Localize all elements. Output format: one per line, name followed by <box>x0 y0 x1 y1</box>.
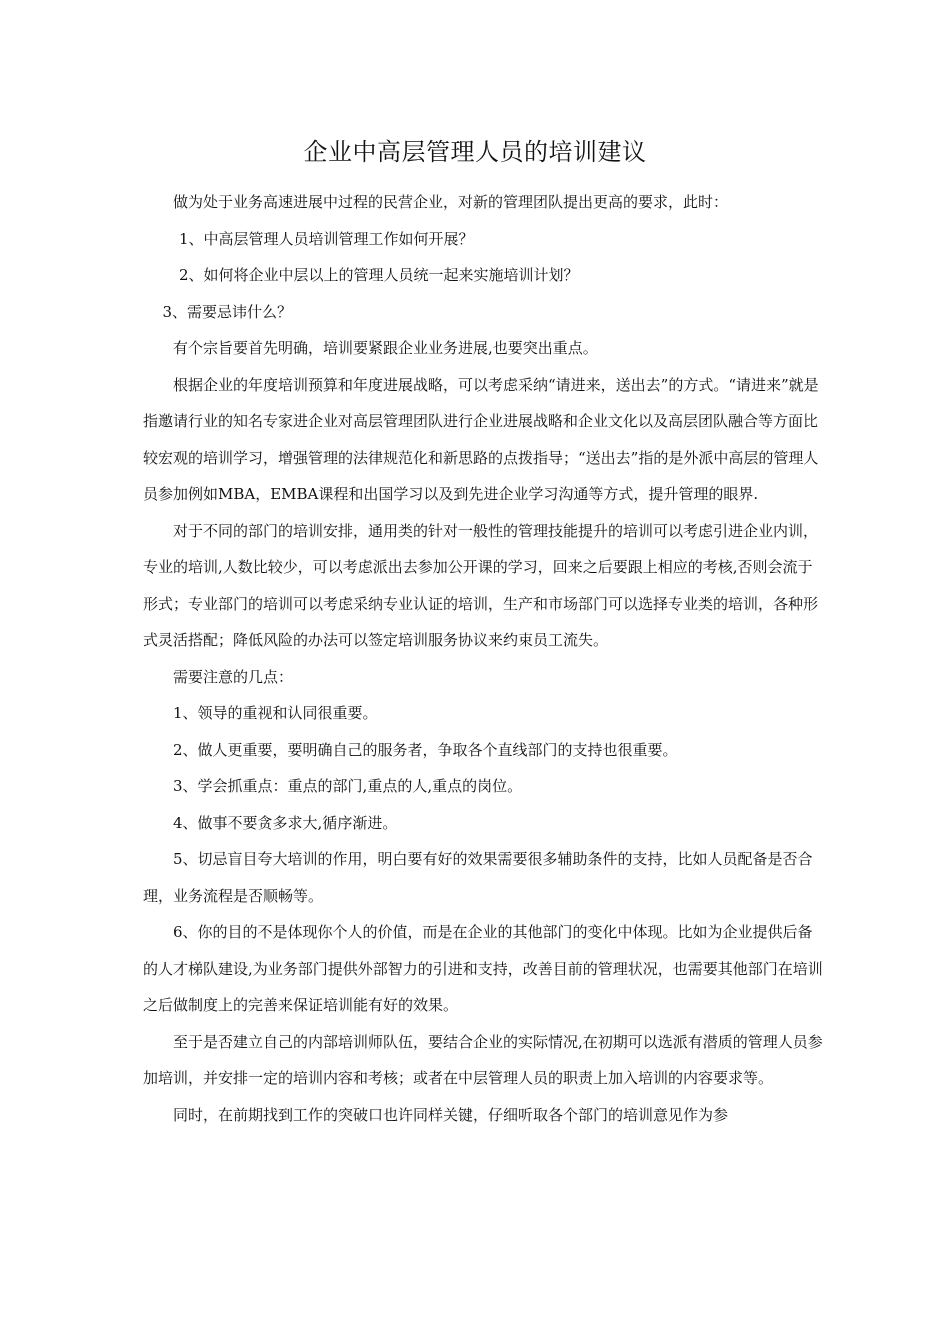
document-body <box>143 184 823 1133</box>
note-item-1: 1、领导的重视和认同很重要。 <box>173 704 378 722</box>
question-item-1: 1、中高层管理人员培训管理工作如何开展？ <box>179 229 474 248</box>
note-item-4: 4、做事不要贪多求大,循序渐进。 <box>173 813 398 832</box>
note-item-5: 5、切忌盲目夸大培训的作用，明白要有好的效果需要很多辅助条件的支持，比如人员配备是否合理，业务流程是否顺畅等。 <box>143 850 813 905</box>
question-item-2: 2、如何将企业中层以上的管理人员统一起来实施培训计划？ <box>179 266 579 284</box>
department-paragraph: 对于不同的部门的培训安排，通用类的针对一般性的管理技能提升的培训可以考虑引进企业内训，专业的培训,人数比较少，可以考虑派出去参加公开课的学习，回来之后要跟上相应的考核,否则会流于形式；专业部门的培训可以考虑采纳专业认证的培训，生产和市场部门可以选择专业类的培训，各种形式灵活搭配；降低风险的办法可以签定培训服务协议来约束员工流失。 <box>143 521 819 649</box>
strategy-paragraph: 根据企业的年度培训预算和年度进展战略，可以考虑采纳“请进来，送出去”的方式。“请进来”就是指邀请行业的知名专家进企业对高层管理团队进行企业进展战略和企业文化以及高层团队融合等方面比较宏观的培训学习，增强管理的法律规范化和新思路的点拨指导；“送出去”指的是外派中高层的管理人员参加例如MBA，EMBA课程和出国学习以及到先进企业学习沟通等方式，提升管理的眼界. <box>143 375 819 503</box>
note-item-2: 2、做人更重要，要明确自己的服务者，争取各个直线部门的支持也很重要。 <box>173 740 678 759</box>
intro-paragraph: 做为处于业务高速进展中过程的民营企业，对新的管理团队提出更高的要求，此时： <box>173 193 729 211</box>
note-item-3: 3、学会抓重点：重点的部门,重点的人,重点的岗位。 <box>173 777 523 795</box>
note-item-6: 6、你的目的不是体现你个人的价值，而是在企业的其他部门的变化中体现。比如为企业提供后备的人才梯队建设,为业务部门提供外部智力的引进和支持，改善目前的管理状况，也需要其他部门在培训之后做制度上的完善来保证培训能有好的效果。 <box>143 923 823 1014</box>
question-item-3: 3、需要忌讳什么？ <box>162 302 293 321</box>
notes-heading: 需要注意的几点： <box>173 667 294 686</box>
document-title: 企业中高层管理人员的培训建议 <box>303 138 647 166</box>
principle-paragraph: 有个宗旨要首先明确，培训要紧跟企业业务进展,也要突出重点。 <box>173 339 598 357</box>
internal-trainer-paragraph: 至于是否建立自己的内部培训师队伍，要结合企业的实际情况,在初期可以选派有潜质的管理人员参加培训，并安排一定的培训内容和考核；或者在中层管理人员的职责上加入培训的内容要求等。 <box>143 1032 823 1087</box>
closing-paragraph: 同时，在前期找到工作的突破口也许同样关键，仔细听取各个部门的培训意见作为参 <box>173 1105 729 1124</box>
